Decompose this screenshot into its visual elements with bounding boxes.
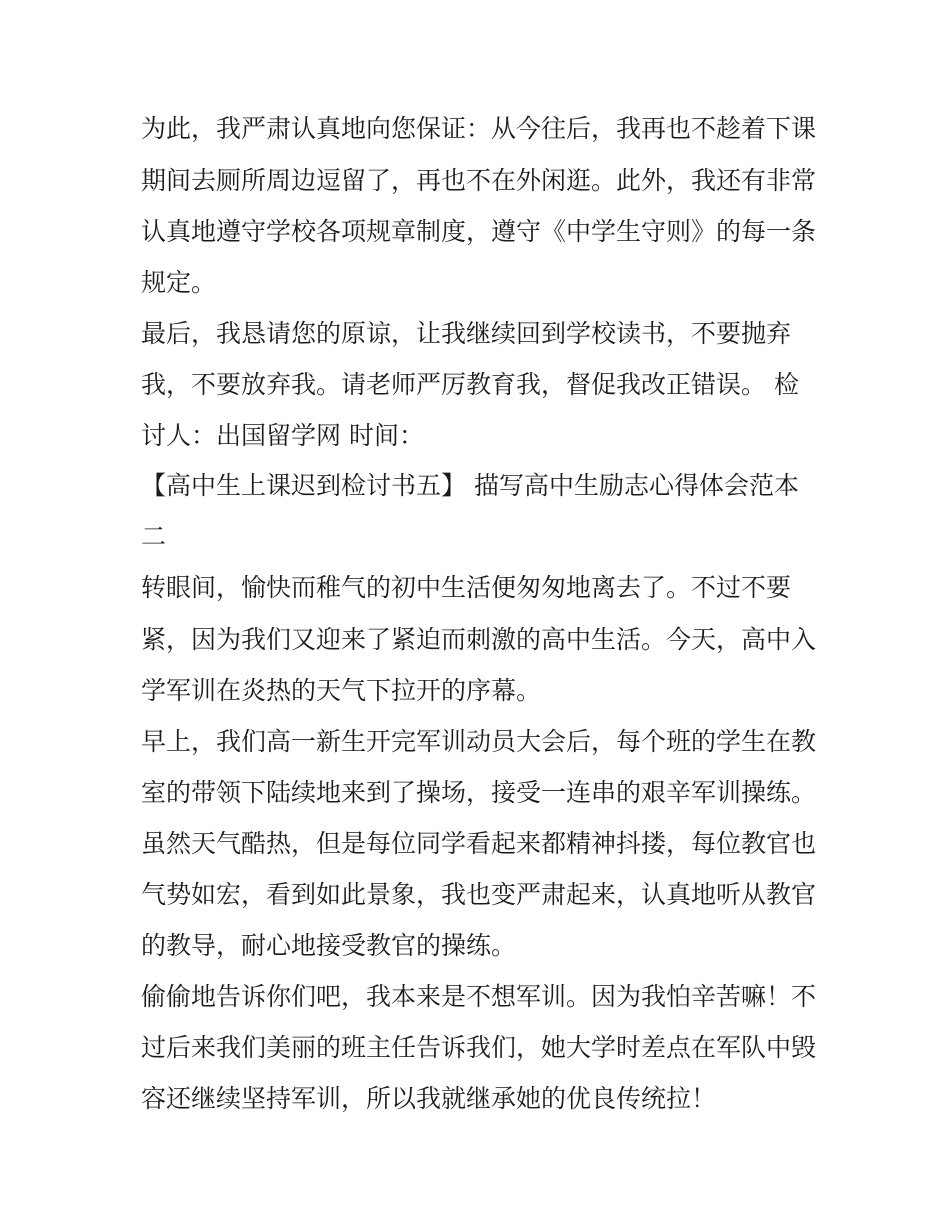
text-line: 的教导，耐心地接受教官的操练。: [141, 931, 517, 960]
text-line: 偷偷地告诉你们吧，我本来是不想军训。因为我怕辛苦嘛！不: [141, 982, 817, 1011]
text-line: 虽然天气酷热，但是每位同学看起来都精神抖搂，每位教官也: [141, 829, 817, 858]
text-line: 过后来我们美丽的班主任告诉我们，她大学时差点在军队中毁: [141, 1033, 817, 1062]
section-heading: 【高中生上课迟到检讨书五】 描写高中生励志心得体会范本: [141, 471, 799, 500]
text-line: 我，不要放弃我。请老师严厉教育我，督促我改正错误。 检: [141, 370, 799, 399]
text-line: 早上，我们高一新生开完军训动员大会后，每个班的学生在教: [141, 727, 817, 756]
text-line: 转眼间，愉快而稚气的初中生活便匆匆地离去了。不过不要: [141, 573, 792, 602]
text-line: 紧，因为我们又迎来了紧迫而刺激的高中生活。今天，高中入: [141, 625, 817, 654]
text-line: 期间去厕所周边逗留了，再也不在外闲逛。此外，我还有非常: [141, 166, 817, 195]
text-line: 规定。: [141, 268, 217, 297]
text-line: 室的带领下陆续地来到了操场，接受一连串的艰辛军训操练。: [141, 778, 817, 807]
text-line: 为此，我严肃认真地向您保证：从今往后，我再也不趁着下课: [141, 114, 817, 143]
text-line: 最后，我恳请您的原谅，让我继续回到学校读书，不要抛弃: [141, 319, 792, 348]
text-line: 二: [141, 522, 167, 551]
text-line: 气势如宏，看到如此景象，我也变严肃起来，认真地听从教官: [141, 880, 817, 909]
text-line: 容还继续坚持军训，所以我就继承她的优良传统拉！: [141, 1084, 717, 1113]
text-line: 学军训在炎热的天气下拉开的序幕。: [141, 676, 542, 705]
text-line: 认真地遵守学校各项规章制度，遵守《中学生守则》的每一条: [141, 217, 817, 246]
text-line: 讨人：出国留学网 时间：: [141, 421, 424, 450]
